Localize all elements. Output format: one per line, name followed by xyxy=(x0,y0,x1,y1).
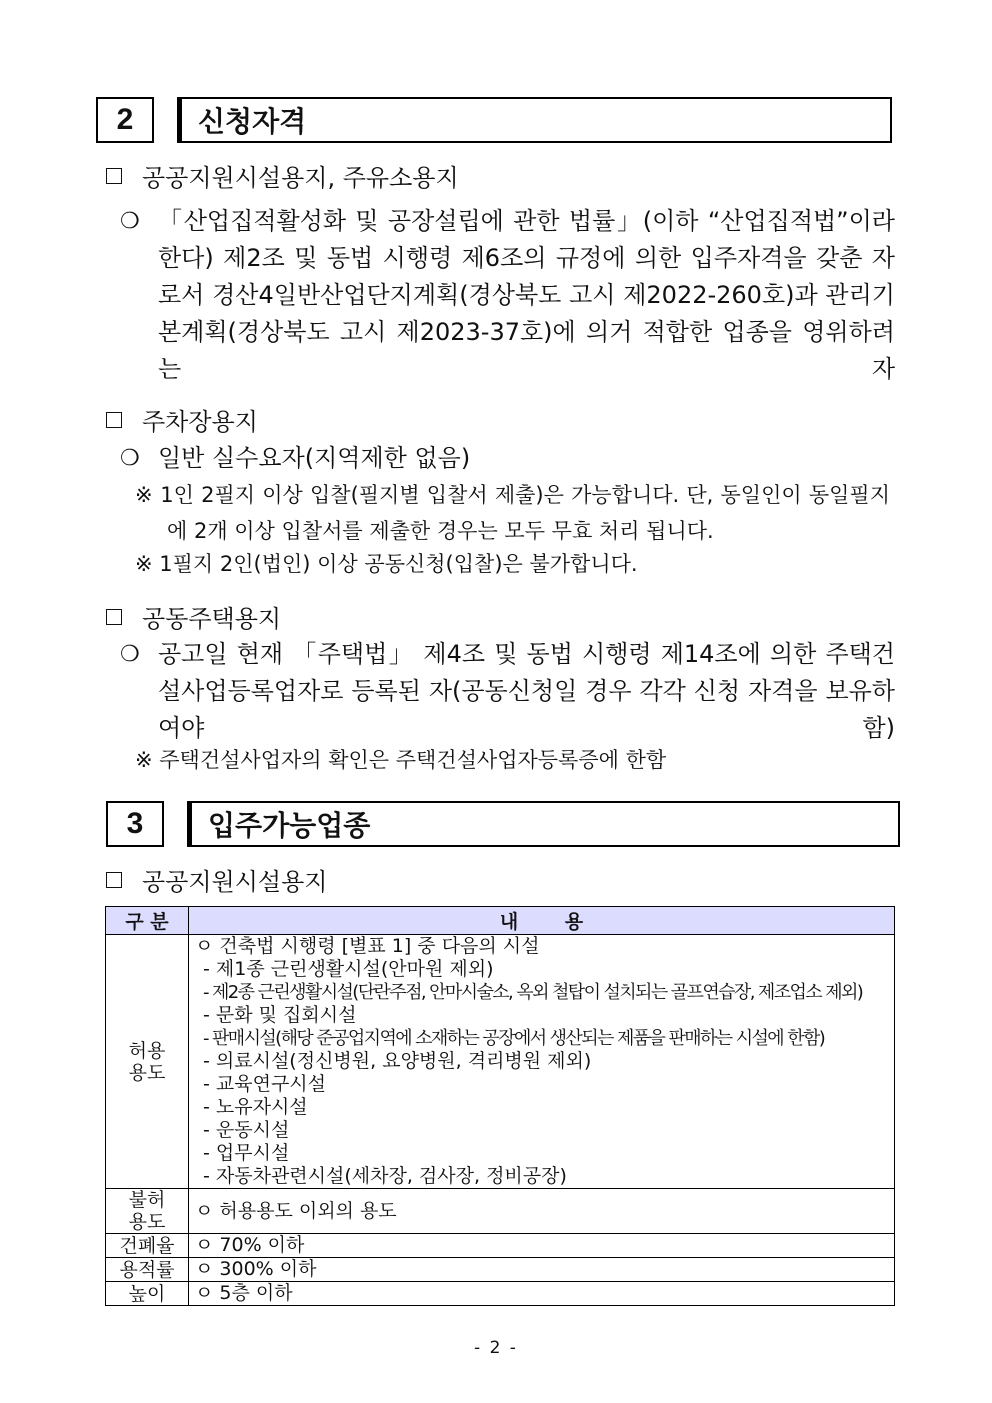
table-line: ㅇ 5층 이하 xyxy=(195,1282,293,1304)
checkbox-square-icon xyxy=(106,168,122,184)
circle-bullet-icon: ❍ xyxy=(120,642,140,667)
table-line: ㅇ 70% 이하 xyxy=(195,1234,305,1256)
note-housing: ※ 주택건설사업자의 확인은 주택건설사업자등록증에 한함 xyxy=(135,748,667,772)
table-header-content: 내 용 xyxy=(189,907,895,935)
table-line: - 제1종 근린생활시설(안마원 제외) xyxy=(203,958,494,980)
table-line: ㅇ 300% 이하 xyxy=(195,1258,317,1280)
circle-bullet-icon: ❍ xyxy=(120,209,140,234)
row-label: 용적률 xyxy=(106,1258,189,1282)
row-label-text: 허용용도 xyxy=(128,1039,166,1084)
row-label: 높이 xyxy=(106,1282,189,1306)
note-parking-multiple xyxy=(135,477,890,549)
row-label xyxy=(106,935,189,1189)
bullet-text: 일반 실수요자(지역제한 없음) xyxy=(158,444,471,472)
table-row xyxy=(106,1282,895,1306)
row-content xyxy=(189,1189,895,1234)
section-3-title: 입주가능업종 xyxy=(187,801,900,847)
table-row xyxy=(106,1234,895,1258)
bullet-public-eligibility xyxy=(120,203,895,388)
table-line: ㅇ 허용용도 이외의 용도 xyxy=(195,1199,397,1222)
table-line: - 자동차관련시설(세차장, 검사장, 정비공장) xyxy=(203,1165,567,1187)
section-2-title: 신청자격 xyxy=(177,97,892,143)
row-label xyxy=(106,1189,189,1234)
page-number: - 2 - xyxy=(474,1338,518,1358)
section-2-number: 2 xyxy=(96,97,154,143)
bullet-text: 「산업집적활성화 및 공장설립에 관한 법률」(이하 “산업집적법”이라 한다) 제2조 및 동법 시행령 제6조의 규정에 의한 입주자격을 갖춘 자로서 경산4일반산업단지계획(경상북도 고시 제2022-260호)과 관리기본계획(경상북도 고시 제2023-37호)에 의거 적합한 업종을 영위하려는 자 xyxy=(158,207,895,383)
table-line: - 의료시설(정신병원, 요양병원, 격리병원 제외) xyxy=(203,1050,592,1072)
table-row xyxy=(106,935,895,1189)
row-content xyxy=(189,935,895,1189)
row-content xyxy=(189,1282,895,1306)
table-line: ㅇ 건축법 시행령 [별표 1] 중 다음의 시설 xyxy=(195,935,540,957)
bullet-text: 공고일 현재 「주택법」 제4조 및 동법 시행령 제14조에 의한 주택건설사업등록업자로 등록된 자(공동신청일 경우 각각 신청 자격을 보유하여야 함) xyxy=(158,640,895,742)
checkbox-square-icon xyxy=(106,412,122,428)
checkbox-square-icon xyxy=(106,872,122,888)
table-header-category: 구 분 xyxy=(106,907,189,935)
row-label-text: 불허용도 xyxy=(128,1189,166,1233)
circle-bullet-icon: ❍ xyxy=(120,446,140,471)
table-line: - 업무시설 xyxy=(203,1142,290,1164)
bullet-housing xyxy=(120,636,895,747)
row-label: 건폐율 xyxy=(106,1234,189,1258)
note-text: ※ 1인 2필지 이상 입찰(필지별 입찰서 제출)은 가능합니다. 단, 동일인이 동일필지에 2개 이상 입찰서를 제출한 경우는 모두 무효 처리 됩니다. xyxy=(135,483,890,543)
table-line: - 노유자시설 xyxy=(203,1096,308,1118)
table-row xyxy=(106,1189,895,1234)
table-header-row xyxy=(106,907,895,935)
row-content xyxy=(189,1258,895,1282)
row-content xyxy=(189,1234,895,1258)
subheading-housing xyxy=(106,599,281,634)
table-line: - 운동시설 xyxy=(203,1119,290,1141)
subheading-label: 공공지원시설용지, 주유소용지 xyxy=(142,164,459,192)
note-parking-joint: ※ 1필지 2인(법인) 이상 공동신청(입찰)은 불가합니다. xyxy=(135,552,638,576)
subheading-public-fuel xyxy=(106,158,459,193)
subheading-parking xyxy=(106,402,258,437)
bullet-parking xyxy=(120,440,895,477)
table-line: - 문화 및 집회시설 xyxy=(203,1004,357,1026)
section-3-number: 3 xyxy=(106,801,164,847)
table-line: - 교육연구시설 xyxy=(203,1073,327,1095)
subheading-label: 주차장용지 xyxy=(142,408,258,436)
allowed-use-table xyxy=(105,906,895,1306)
subheading-label: 공동주택용지 xyxy=(142,605,282,633)
checkbox-square-icon xyxy=(106,609,122,625)
subheading-public-facility xyxy=(106,862,327,897)
table-line: - 제2종 근린생활시설(단란주점, 안마시술소, 옥외 철탑이 설치되는 골프연습장, 제조업소 제외) xyxy=(203,982,863,1003)
table-row xyxy=(106,1258,895,1282)
subheading-label: 공공지원시설용지 xyxy=(142,868,328,896)
table-line: - 판매시설(해당 준공업지역에 소재하는 공장에서 생산되는 제품을 판매하는 시설에 한함) xyxy=(203,1028,825,1049)
